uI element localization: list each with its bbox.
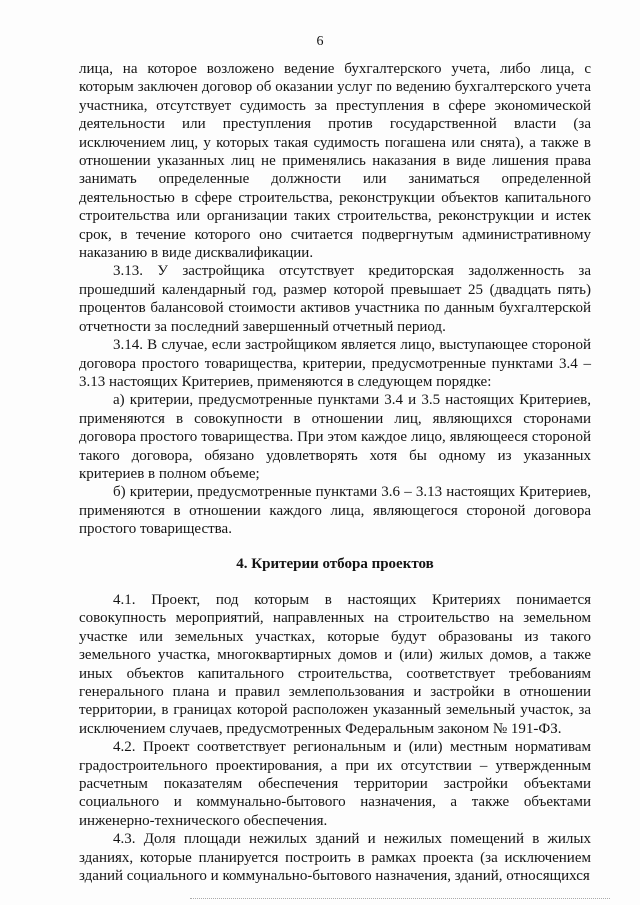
paragraph-4-1: 4.1. Проект, под которым в настоящих Критериях понимается совокупность мероприятий, направленных на строительство на земельном участке или земельных участках, которые будут образованы из такого земельного участка, многоквартирных домов и (или) жилых домов, а также иных объектов капитального строительства, соответствует требованиям генерального плана и правил землепользования и застройки в отношении территории, в границах которой расположен указанный земельный участок, за исключением случаев, предусмотренных Федеральным законом № 191-ФЗ. <box>79 591 591 737</box>
paragraph-3-14-a: а) критерии, предусмотренные пунктами 3.4 и 3.5 настоящих Критериев, применяются в совокупности в отношении лиц, являющихся сторонами договора простого товарищества. При этом каждое лицо, являющееся стороной такого договора, обязано удовлетворять хотя бы одному из указанных критериев в полном объеме; <box>79 392 591 482</box>
paragraph-3-13: 3.13. У застройщика отсутствует кредиторская задолженность за прошедший календарный год, размер которой превышает 25 (двадцать пять) процентов балансовой стоимости активов участника по данным бухгалтерской отчетности за последний завершенный отчетный период. <box>79 263 591 335</box>
section-heading: 4. Критерии отбора проектов <box>236 555 434 572</box>
paragraph-continuation: лица, на которое возложено ведение бухгалтерского учета, либо лица, с которым заключен договор об оказании услуг по ведению бухгалтерского учета участника, отсутствует судимость за преступления в сфере экономической деятельности или преступления против государственной власти (за исключением лиц, у которых такая судимость погашена или снята), а также в отношении указанных лиц не применялись наказания в виде лишения права занимать определенные должности или заниматься определенной деятельностью в сфере строительства, реконструкции объектов капитального строительства или организации таких строительства, реконструкции и истек срок, в течение которого оно считается подвергнутым административному наказанию в виде дисквалификации. <box>79 61 591 262</box>
paragraph-3-14: 3.14. В случае, если застройщиком является лицо, выступающее стороной договора простого товарищества, критерии, предусмотренные пунктами 3.4 – 3.13 настоящих Критериев, применяются в следующем порядке: <box>79 337 591 390</box>
page-number: 6 <box>316 34 324 49</box>
paragraph-4-2: 4.2. Проект соответствует региональным и (или) местным нормативам градостроительного проектирования, а при их отсутствии – утвержденным расчетным показателям обеспечения территории застройки объектами социального и коммунально-бытового назначения, а также объектами инженерно-технического обеспечения. <box>79 739 591 829</box>
document-body <box>79 60 591 885</box>
scan-edge-line <box>190 898 610 899</box>
paragraph-4-3: 4.3. Доля площади нежилых зданий и нежилых помещений в жилых зданиях, которые планируется построить в рамках проекта (за исключением зданий социального и коммунально-бытового назначения, зданий, относящихся <box>79 831 591 885</box>
paragraph-3-14-b: б) критерии, предусмотренные пунктами 3.6 – 3.13 настоящих Критериев, применяются в отношении каждого лица, являющегося стороной договора простого товарищества. <box>79 484 591 538</box>
